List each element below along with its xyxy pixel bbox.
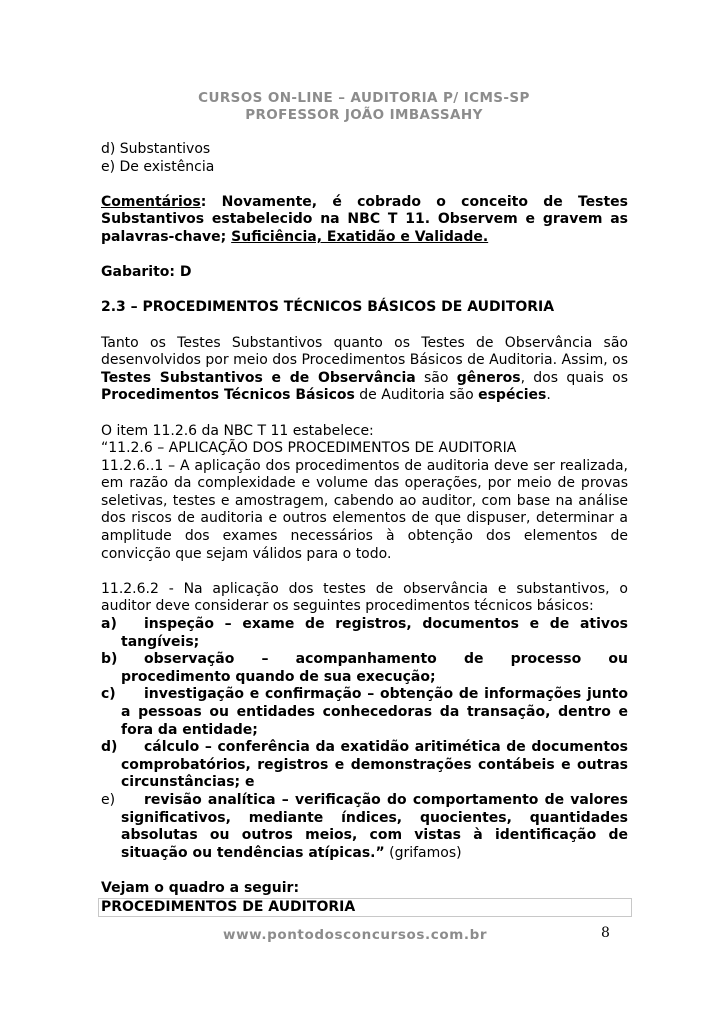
procedures-list: [101, 616, 628, 862]
vejam-line: Vejam o quadro a seguir:: [101, 879, 300, 896]
footer-site: www.pontodosconcursos.com.br: [223, 927, 488, 943]
gabarito: Gabarito: D: [101, 264, 192, 281]
page-header: [0, 90, 728, 124]
comentarios-label: Comentários: [101, 193, 201, 210]
list-item: e) revisão analítica – verificação do comportamento de valores significativos, mediante índices, quocientes, quantidades absolutas ou outros meios, com vistas à identificação de situação ou tendências atípicas.” (grifamos): [101, 791, 628, 861]
section-title: 2.3 – PROCEDIMENTOS TÉCNICOS BÁSICOS DE AUDITORIA: [101, 299, 555, 316]
list-item: a) inspeção – exame de registros, documentos e de ativos tangíveis;: [101, 616, 628, 650]
intro-paragraph: Tanto os Testes Substantivos quanto os Testes de Observância são desenvolvidos por meio dos Procedimentos Básicos de Auditoria. Assim, os Testes Substantivos e de Observância são gêneros, dos quais os Procedimentos Técnicos Básicos de Auditoria são espécies.: [101, 334, 628, 404]
page-number: 8: [601, 925, 610, 941]
table-title: PROCEDIMENTOS DE AUDITORIA: [101, 898, 356, 915]
option-e: e) De existência: [101, 158, 215, 175]
option-d: d) Substantivos: [101, 141, 211, 157]
comentarios-paragraph: Comentários: Novamente, é cobrado o conceito de Testes Substantivos estabelecido na NBC T 11. Observem e gravem as palavras-chave; Suficiência, Exatidão e Validade.: [101, 193, 628, 245]
procedures-table-header: [98, 898, 632, 918]
quote-2: 11.2.6.2 - Na aplicação dos testes de observância e substantivos, o auditor deve considerar os seguintes procedimentos técnicos básicos:: [101, 580, 628, 615]
list-item: d) cálculo – conferência da exatidão aritimética de documentos comprobatórios, registros e demonstrações contábeis e outras circunstâncias; e: [101, 739, 628, 791]
page-content: [101, 141, 628, 917]
quote-body: 11.2.6..1 – A aplicação dos procedimentos de auditoria deve ser realizada, em razão da complexidade e volume das operações, por meio de provas seletivas, testes e amostragem, cabendo ao auditor, com base na análise dos riscos de auditoria e outros elementos de que dispuser, determinar a amplitude dos exames necessários à obtenção dos elementos de convicção que sejam válidos para o todo.: [101, 457, 628, 562]
quote-title: “11.2.6 – APLICAÇÃO DOS PROCEDIMENTOS DE AUDITORIA: [101, 440, 517, 457]
header-course-title: CURSOS ON-LINE – AUDITORIA P/ ICMS-SP: [198, 90, 530, 106]
list-item: b) observação – acompanhamento de processo ou procedimento quando de sua execução;: [101, 651, 628, 685]
list-item: c) investigação e confirmação – obtenção de informações junto a pessoas ou entidades conhecedoras da transação, dentro e fora da entidade;: [101, 686, 628, 738]
item-intro: O item 11.2.6 da NBC T 11 estabelece:: [101, 422, 374, 439]
keywords: Suficiência, Exatidão e Validade.: [231, 228, 489, 245]
header-professor: PROFESSOR JOÃO IMBASSAHY: [245, 107, 483, 123]
